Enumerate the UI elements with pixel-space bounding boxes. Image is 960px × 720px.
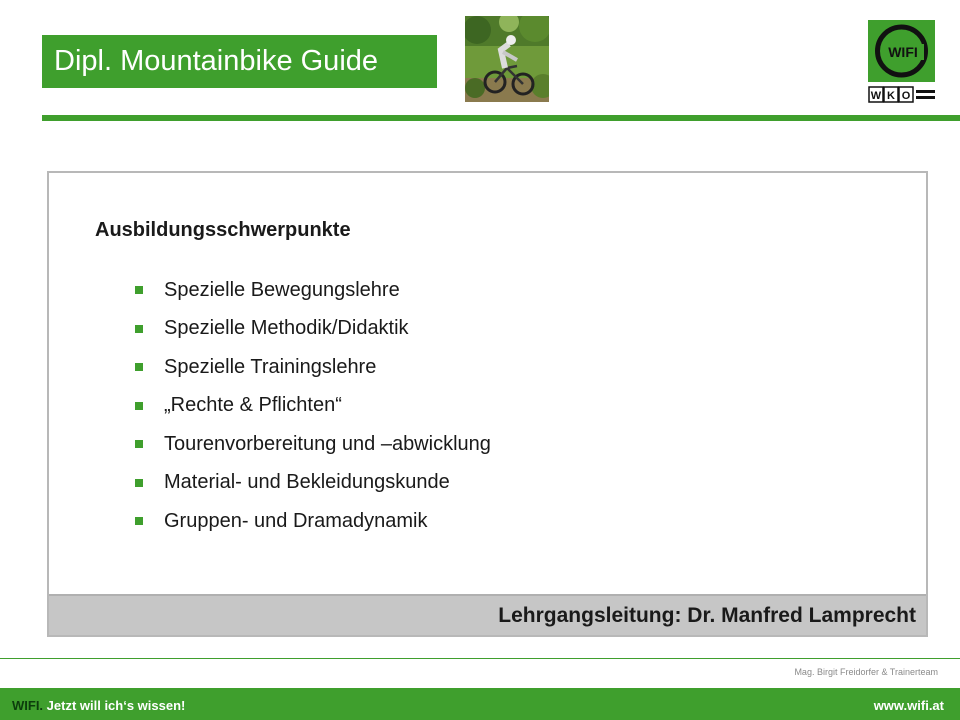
list-item-label: Spezielle Methodik/Didaktik bbox=[164, 317, 409, 340]
bullet-square-icon bbox=[135, 517, 143, 525]
bullet-list bbox=[135, 271, 491, 541]
bullet-square-icon bbox=[135, 402, 143, 410]
page-title: Dipl. Mountainbike Guide bbox=[54, 45, 379, 77]
list-item bbox=[135, 348, 491, 387]
list-item-label: Spezielle Trainingslehre bbox=[164, 355, 377, 378]
section-heading: Ausbildungsschwerpunkte bbox=[95, 219, 351, 241]
list-item bbox=[135, 271, 491, 310]
list-item-label: Spezielle Bewegungslehre bbox=[164, 278, 400, 301]
list-item-label: Tourenvorbereitung und –abwicklung bbox=[164, 432, 491, 455]
logo-wko-w: W bbox=[870, 90, 882, 102]
bullet-square-icon bbox=[135, 325, 143, 333]
footer-slogan bbox=[12, 698, 185, 713]
footer-url-link[interactable]: www.wifi.at bbox=[873, 698, 944, 713]
footer-divider bbox=[0, 658, 960, 659]
logo-wifi-text: WIFI bbox=[888, 44, 918, 60]
list-item-label: „Rechte & Pflichten“ bbox=[164, 394, 342, 417]
bullet-square-icon bbox=[135, 479, 143, 487]
slogan-brand: WIFI. bbox=[12, 698, 44, 713]
title-banner bbox=[42, 35, 437, 88]
wifi-wko-logo bbox=[868, 20, 935, 104]
list-item bbox=[135, 502, 491, 541]
list-item bbox=[135, 310, 491, 349]
content-box bbox=[47, 171, 928, 637]
footer-bar bbox=[0, 688, 960, 720]
author-credit: Mag. Birgit Freidorfer & Trainerteam bbox=[794, 667, 938, 677]
list-item bbox=[135, 464, 491, 503]
list-item-label: Material- und Bekleidungskunde bbox=[164, 471, 450, 494]
list-item bbox=[135, 387, 491, 426]
bullet-square-icon bbox=[135, 286, 143, 294]
mountainbike-photo bbox=[465, 16, 549, 102]
bullet-square-icon bbox=[135, 440, 143, 448]
bullet-square-icon bbox=[135, 363, 143, 371]
logo-wko-o: O bbox=[901, 90, 911, 102]
header-divider bbox=[42, 115, 960, 121]
slogan-text: Jetzt will ich‘s wissen! bbox=[43, 698, 186, 713]
list-item bbox=[135, 425, 491, 464]
course-leader-text: Lehrgangsleitung: Dr. Manfred Lamprecht bbox=[498, 603, 916, 627]
course-leader-bar bbox=[49, 594, 926, 635]
logo-wko-k: K bbox=[887, 90, 895, 102]
list-item-label: Gruppen- und Dramadynamik bbox=[164, 509, 428, 532]
